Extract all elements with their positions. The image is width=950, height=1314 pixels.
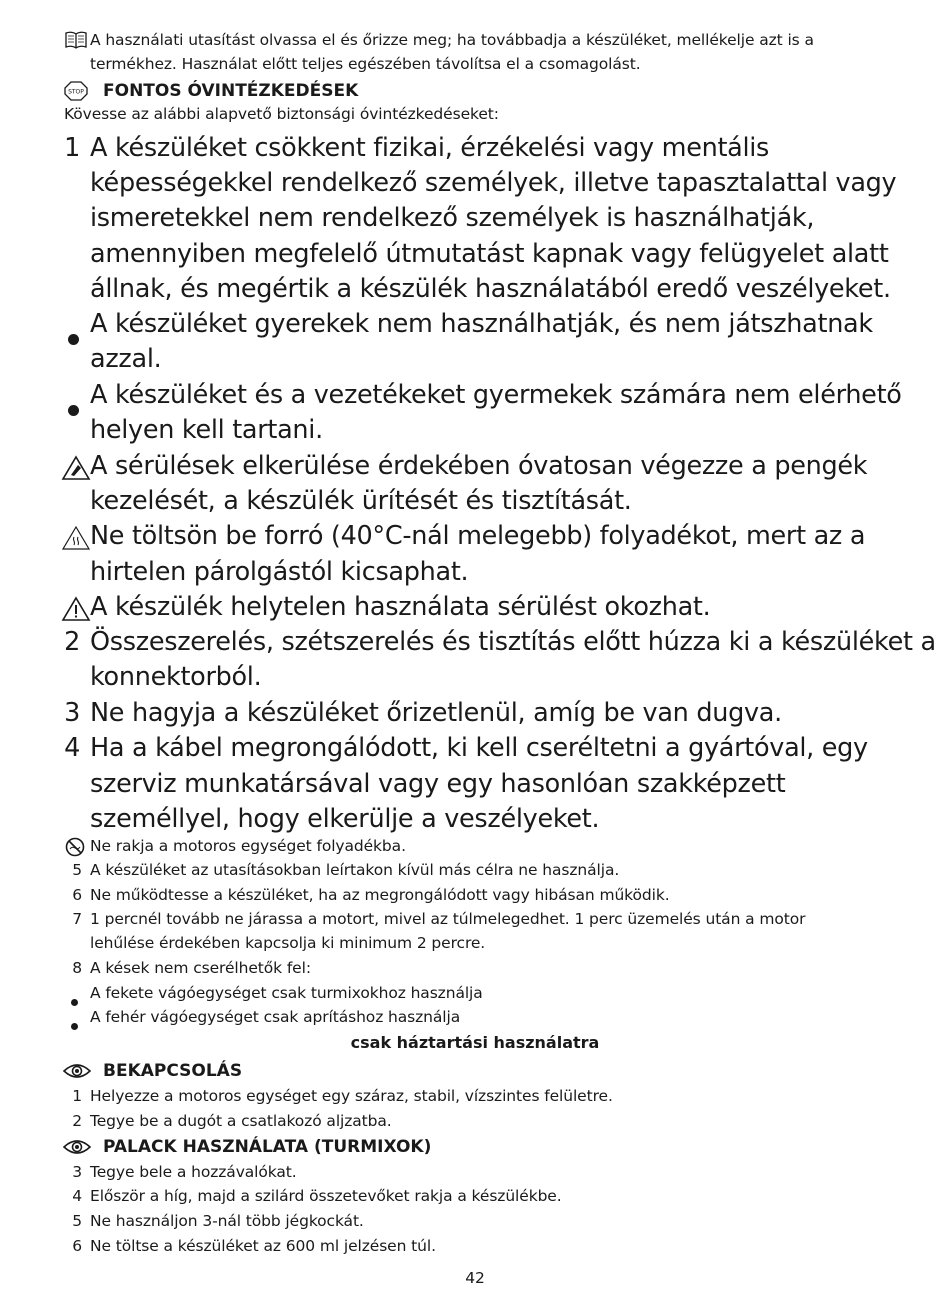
bottle-heading: PALACK HASZNÁLATA (TURMIXOK)	[103, 1137, 432, 1157]
no-water-icon	[64, 837, 90, 857]
book-icon	[64, 31, 90, 49]
eye-icon	[63, 1062, 89, 1080]
warning-icon	[61, 596, 87, 622]
warning-hot-liquid-icon	[61, 525, 87, 551]
eye-icon	[63, 1138, 89, 1156]
switch-on-heading: BEKAPCSOLÁS	[103, 1061, 243, 1081]
stop-icon	[64, 81, 90, 101]
page-number: 42	[465, 1269, 485, 1287]
warning-blade-icon	[61, 455, 87, 481]
precautions-heading: FONTOS ÓVINTÉZKEDÉSEK	[103, 81, 359, 101]
household-use-note: csak háztartási használatra	[350, 1033, 600, 1052]
svg-text:STOP: STOP	[68, 88, 84, 96]
